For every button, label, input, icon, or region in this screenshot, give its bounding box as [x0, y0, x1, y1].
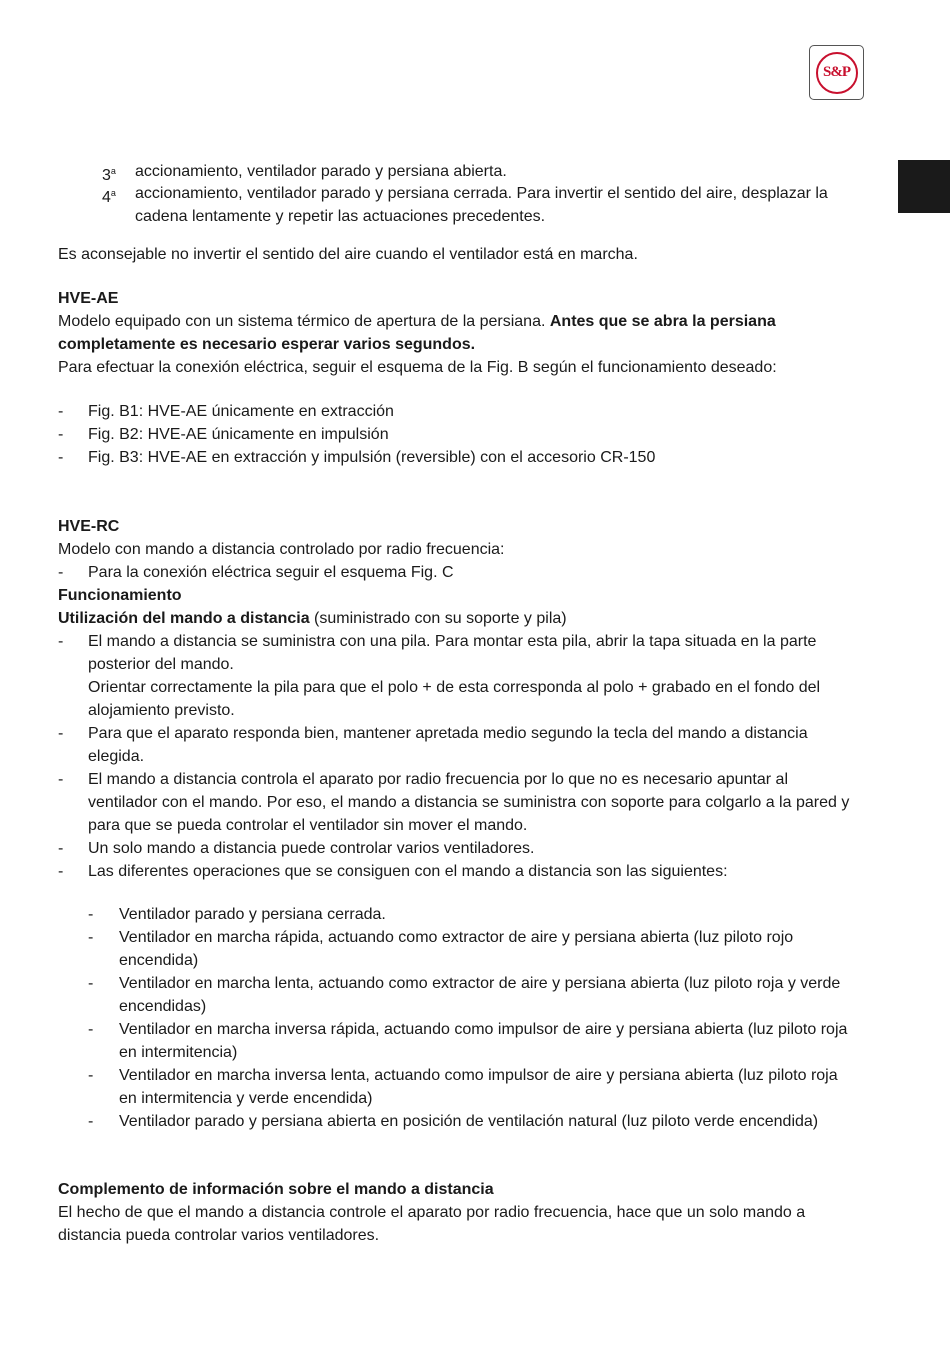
list-item: - Para la conexión eléctrica seguir el esquema Fig. C — [58, 561, 853, 584]
list-item: - El mando a distancia controla el aparato por radio frecuencia por lo que no es necesario apuntar al ventilador con el mando. Por eso, el mando a distancia se suministra con soporte para colgarlo a la pared y para que se pueda controlar el ventilador sin mover el mando. — [58, 768, 853, 837]
list-item: - Para que el aparato responda bien, mantener apretada medio segundo la tecla del mando a distancia elegida. — [58, 722, 853, 768]
ordinal-number: 3$^a$ — [102, 166, 116, 184]
list-item: - Ventilador en marcha lenta, actuando como extractor de aire y persiana abierta (luz piloto roja y verde encendidas) — [58, 972, 853, 1018]
list-item: - Fig. B1: HVE-AE únicamente en extracción — [58, 400, 853, 423]
sp-logo — [809, 45, 864, 100]
list-item: - Fig. B2: HVE-AE únicamente en impulsión — [58, 423, 853, 446]
functioning-title: Funcionamiento — [58, 587, 182, 604]
list-item: - Ventilador parado y persiana abierta en posición de ventilación natural (luz piloto verde encendida) — [58, 1110, 853, 1133]
ordinal-text: accionamiento, ventilador parado y persiana abierta. — [135, 163, 507, 180]
list-item: - Ventilador en marcha inversa lenta, actuando como impulsor de aire y persiana abierta (luz piloto roja en intermitencia y verde encendida) — [58, 1064, 853, 1110]
language-tab-marker — [898, 160, 950, 213]
ordinal-text: accionamiento, ventilador parado y persiana cerrada. Para invertir el sentido del aire, desplazar la cadena lentamente y repetir las actuaciones precedentes. — [135, 185, 828, 225]
hve-rc-section — [58, 515, 853, 883]
list-item: - Un solo mando a distancia puede controlar varios ventiladores. — [58, 837, 853, 860]
complement-title: Complemento de información sobre el mando a distancia — [58, 1181, 494, 1198]
list-item: - Ventilador en marcha inversa rápida, actuando como impulsor de aire y persiana abierta (luz piloto roja en intermitencia) — [58, 1018, 853, 1064]
hve-ae-connection: Para efectuar la conexión eléctrica, seguir el esquema de la Fig. B según el funcionamiento deseado: — [58, 359, 777, 376]
remote-usage-title: Utilización del mando a distancia (suministrado con su soporte y pila) — [58, 610, 567, 627]
logo-ring — [816, 52, 858, 94]
hve-ae-section — [58, 287, 853, 379]
list-item: - Ventilador parado y persiana cerrada. — [58, 903, 853, 926]
hve-ae-fig-list — [58, 400, 853, 469]
list-item: - El mando a distancia se suministra con una pila. Para montar esta pila, abrir la tapa situada en la parte posterior del mando. Orientar correctamente la pila para que el polo + de esta corresponda al polo + grabado en el fondo del alojamiento previsto. — [58, 630, 853, 722]
complement-text: El hecho de que el mando a distancia controle el aparato por radio frecuencia, hace que un solo mando a distancia pueda controlar varios ventiladores. — [58, 1204, 806, 1244]
advice-paragraph: Es aconsejable no invertir el sentido del aire cuando el ventilador está en marcha. — [58, 246, 638, 263]
logo-text: S&P — [823, 64, 850, 80]
list-item: - Fig. B3: HVE-AE en extracción y impulsión (reversible) con el accesorio CR-150 — [58, 446, 853, 469]
operations-list — [58, 903, 853, 1133]
complement-section — [58, 1178, 853, 1247]
hve-rc-title: HVE-RC — [58, 518, 120, 535]
list-item: - Las diferentes operaciones que se consiguen con el mando a distancia son las siguientes: — [58, 860, 853, 883]
hve-ae-title: HVE-AE — [58, 290, 119, 307]
ordinal-number: 4$^a$ — [102, 188, 116, 206]
hve-ae-intro: Modelo equipado con un sistema térmico de apertura de la persiana. Antes que se abra la persiana completamente es necesario esperar varios segundos. — [58, 313, 776, 353]
hve-rc-intro: Modelo con mando a distancia controlado por radio frecuencia: — [58, 541, 505, 558]
list-item: - Ventilador en marcha rápida, actuando como extractor de aire y persiana abierta (luz piloto rojo encendida) — [58, 926, 853, 972]
